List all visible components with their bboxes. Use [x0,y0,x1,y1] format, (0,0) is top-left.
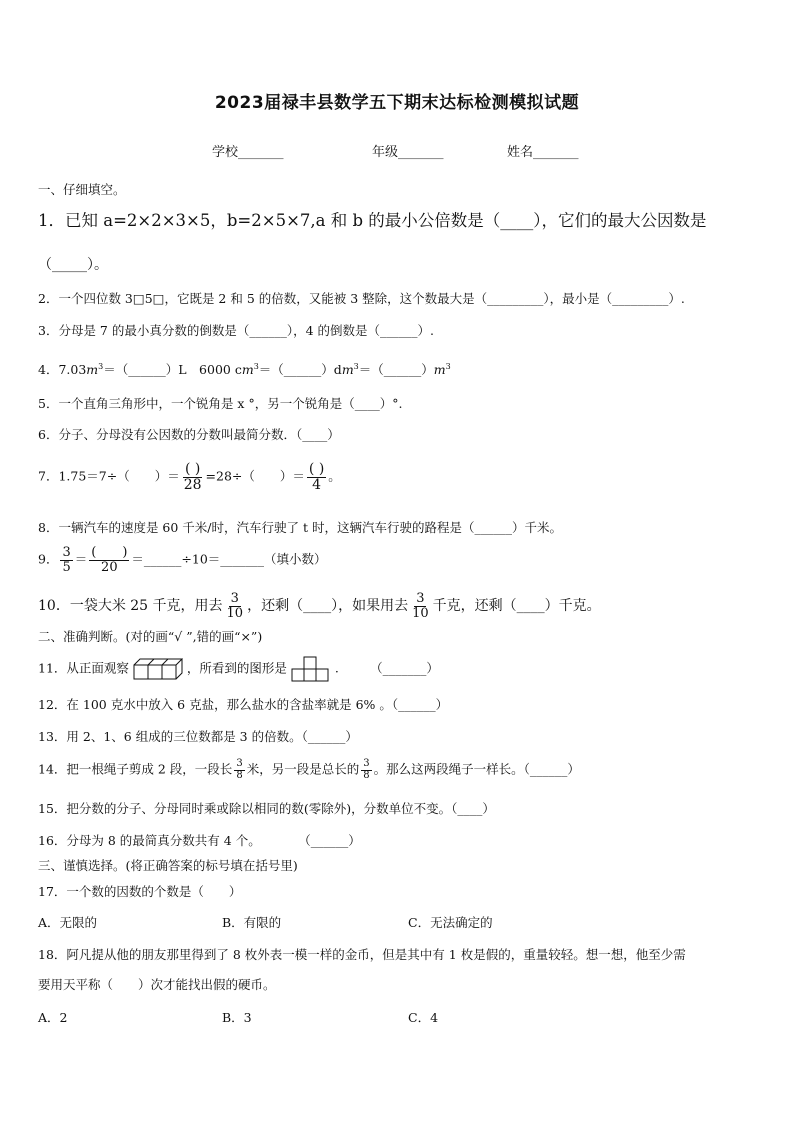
q17-option-c: C．无法确定的 [408,915,493,930]
q4-part-1: 4．7.03 [38,362,87,378]
q9-frac2-numerator: ( ) [91,545,128,560]
q14-part-1: 14．把一根绳子剪成 2 段，一段长 [38,761,233,777]
question-18-line-1: 18．阿凡提从他的朋友那里得到了 8 枚外表一模一样的金币，但是其中有 1 枚是假的，重量较轻。想一想，他至少需 [38,947,686,962]
q4-sup-4: 3 [445,362,451,371]
question-6: 6．分子、分母没有公因数的分数叫最简分数．（____） [38,427,340,442]
q18-option-b: B．3 [222,1010,252,1025]
q7-frac1-numerator: ( ) [184,461,201,477]
q14-frac2-denominator: 8 [363,769,370,781]
question-4 [38,357,451,380]
q10-frac2-numerator: 3 [416,591,425,606]
question-17: 17．一个数的因数的个数是（ ） [38,884,242,899]
q14-frac1-numerator: 3 [236,758,243,769]
question-1-line-2: （_____）。 [38,257,108,273]
q7-frac1-denominator: 28 [183,476,202,493]
q14-fraction-2 [361,759,371,781]
q4-unit-3: m [341,362,354,378]
q10-part-3: 千克，还剩（____）千克。 [432,598,601,615]
cube-stack-figure [133,658,183,680]
section-judge: 二、准确判断。(对的画“√ ”,错的画“×”) [38,629,263,644]
q11-part-3: . （_______） [334,660,439,676]
question-5: 5．一个直角三角形中，一个锐角是 x °，另一个锐角是（____）°. [38,396,403,411]
q11-part-2: ，所看到的图形是 [186,660,287,676]
q7-fraction-1 [182,462,204,492]
q9-frac1-numerator: 3 [62,545,71,560]
section-choice: 三、谨慎选择。(将正确答案的标号填在括号里) [38,858,298,873]
q9-equals: ＝ [74,551,88,567]
question-12: 12．在 100 克水中放入 6 克盐，那么盐水的含盐率就是 6% 。（______） [38,697,449,712]
q4-unit-2: m [241,362,254,378]
q7-frac2-denominator: 4 [312,476,322,493]
q4-sup-2: 3 [253,362,259,371]
q4-part-3: ＝（______）d [258,362,342,378]
q10-frac1-denominator: 10 [226,605,244,621]
question-1-line-1: 1．已知 a=2×2×3×5，b=2×5×7,a 和 b 的最小公倍数是（____），它们的最大公因数是 [38,211,707,230]
question-10 [38,592,601,620]
question-14 [38,759,580,781]
q4-unit-1: m [86,362,99,378]
q9-frac2-denominator: 20 [101,559,118,575]
question-2: 2．一个四位数 3□5□，它既是 2 和 5 的倍数，又能被 3 整除，这个数最大是（_________），最小是（_________）. [38,291,685,306]
q4-unit-4: m [433,362,446,378]
q7-part-3: 。 [328,468,341,484]
school-field: 学校_______ [212,145,284,160]
question-7 [38,462,341,492]
q17-option-b: B．有限的 [222,915,282,930]
q14-part-2: 米，另一段是总长的 [246,761,360,777]
q14-part-3: 。那么这两段绳子一样长。（______） [373,761,580,777]
q14-frac1-denominator: 8 [236,769,243,781]
q14-fraction-1 [234,759,244,781]
q9-fraction-1 [60,546,72,574]
q4-sup-3: 3 [353,362,359,371]
name-field: 姓名_______ [507,145,579,160]
q4-part-4: ＝（______） [358,362,434,378]
q9-frac1-denominator: 5 [62,559,71,575]
q10-fraction-1 [225,592,246,620]
q10-part-2: ，还剩（____），如果用去 [247,598,409,615]
question-15: 15．把分数的分子、分母同时乘或除以相同的数(零除外)，分数单位不变。（____） [38,801,495,816]
q9-part-3: ＝______÷10＝_______（填小数） [131,551,327,567]
question-16: 16．分母为 8 的最简真分数共有 4 个。 （______） [38,833,361,848]
question-11 [38,656,439,682]
q10-frac1-numerator: 3 [230,591,239,606]
q17-option-a: A．无限的 [38,915,98,930]
q18-option-c: C．4 [408,1010,439,1025]
question-8: 8．一辆汽车的速度是 60 千米/时，汽车行驶了 t 时，这辆汽车行驶的路程是（______）千米。 [38,520,562,535]
q7-part-2: =28÷（ ）＝ [205,468,305,484]
q7-frac2-numerator: ( ) [308,461,325,477]
q10-fraction-2 [410,592,431,620]
q7-fraction-2 [307,462,326,492]
grade-field: 年级_______ [372,145,444,160]
question-3: 3．分母是 7 的最小真分数的倒数是（______），4 的倒数是（______）. [38,323,435,338]
q4-sup-1: 3 [98,362,104,371]
q10-part-1: 10．一袋大米 25 千克，用去 [38,598,223,615]
front-view-figure [291,656,331,682]
question-18-line-2: 要用天平称（ ）次才能找出假的硬币。 [38,977,276,992]
question-9 [38,546,327,574]
q10-frac2-denominator: 10 [412,605,429,621]
q11-part-1: 11．从正面观察 [38,660,129,676]
q14-frac2-numerator: 3 [363,758,370,769]
page-title: 2023届禄丰县数学五下期末达标检测模拟试题 [214,93,580,113]
question-13: 13．用 2、1、6 组成的三位数都是 3 的倍数。（______） [38,729,358,744]
q18-option-a: A．2 [38,1010,68,1025]
q9-fraction-2 [89,546,129,574]
q7-part-1: 7．1.75＝7÷（ ）＝ [38,468,180,484]
section-fill-blank: 一、仔细填空。 [38,182,126,197]
q4-part-2: ＝（______）L 6000 c [103,362,242,378]
q9-number: 9． [38,551,59,567]
